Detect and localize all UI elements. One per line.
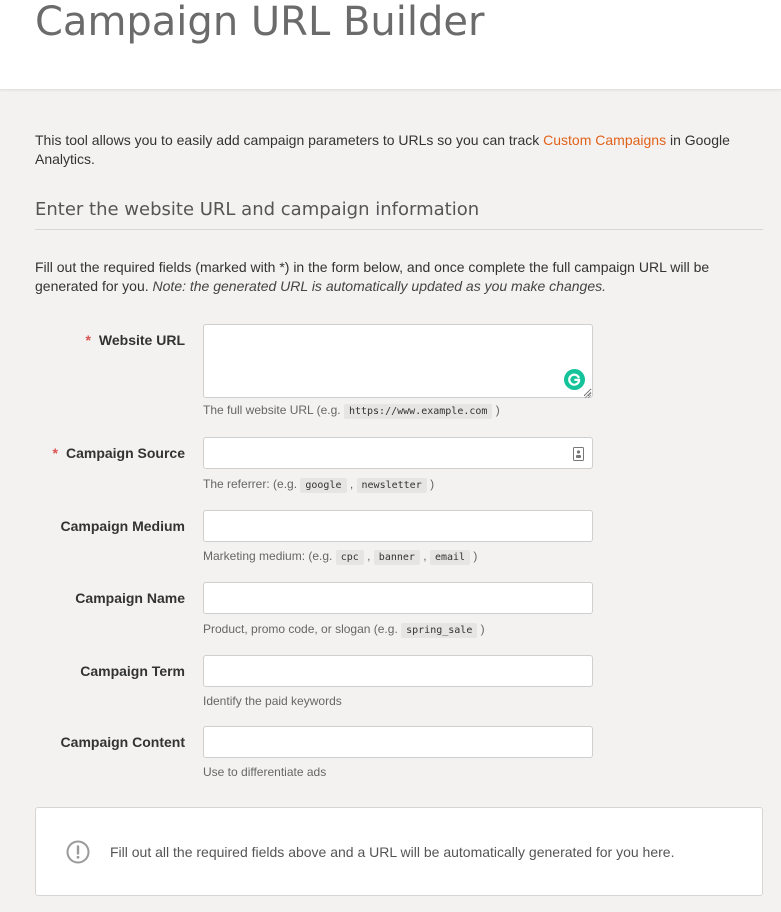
page-header — [0, 0, 781, 90]
campaign-source-input[interactable] — [203, 437, 593, 469]
generated-url-box — [35, 807, 763, 896]
campaign-content-input[interactable] — [203, 726, 593, 758]
instructions-note: Note: the generated URL is automatically updated as you make changes. — [152, 278, 606, 294]
help-text: Product, promo code, or slogan (e.g. — [203, 622, 402, 636]
help-example-code: spring_sale — [401, 623, 477, 638]
campaign-source-help — [203, 477, 434, 491]
campaign-name-label-text: Campaign Name — [75, 590, 185, 606]
campaign-term-label-text: Campaign Term — [80, 663, 185, 679]
help-text: , — [346, 477, 357, 491]
help-text: ) — [470, 549, 478, 563]
intro-paragraph — [35, 131, 765, 169]
campaign-source-label — [53, 445, 185, 461]
website-url-input[interactable] — [203, 324, 593, 398]
website-url-help — [203, 403, 500, 417]
custom-campaigns-link[interactable]: Custom Campaigns — [543, 132, 667, 148]
help-text: The referrer: (e.g. — [203, 477, 301, 491]
campaign-name-help — [203, 622, 485, 636]
campaign-medium-input[interactable] — [203, 510, 593, 542]
help-text: The full website URL (e.g. — [203, 403, 344, 417]
help-text: ) — [426, 477, 435, 491]
required-asterisk: * — [85, 332, 91, 348]
campaign-name-label — [75, 590, 185, 606]
grammarly-icon[interactable] — [564, 369, 585, 390]
campaign-medium-label — [61, 518, 185, 534]
section-heading: Enter the website URL and campaign information — [35, 199, 480, 220]
intro-text-after: in Google Analytics. — [35, 132, 730, 167]
help-example-code: https://www.example.com — [344, 404, 492, 419]
website-url-label-text: Website URL — [98, 332, 185, 348]
required-asterisk: * — [52, 445, 58, 461]
campaign-term-input[interactable] — [203, 655, 593, 687]
help-text: , — [363, 549, 374, 563]
help-example-code: email — [430, 550, 470, 565]
autofill-contact-icon[interactable] — [573, 447, 584, 461]
campaign-medium-help — [203, 549, 477, 563]
campaign-name-input[interactable] — [203, 582, 593, 614]
help-text: Marketing medium: (e.g. — [203, 549, 336, 563]
campaign-term-label — [80, 663, 185, 679]
instructions-text: Fill out the required fields (marked with *) in the form below, and once complete the full campaign URL will be generated for you. — [35, 259, 710, 294]
resize-grip-icon[interactable] — [584, 386, 592, 394]
help-example-code: newsletter — [357, 478, 427, 493]
page-title: Campaign URL Builder — [35, 0, 485, 45]
alert-circle-icon — [66, 840, 90, 864]
help-text: , — [419, 549, 430, 563]
campaign-content-help: Use to differentiate ads — [203, 765, 327, 779]
instructions-paragraph — [35, 258, 765, 296]
campaign-content-label — [61, 734, 185, 750]
help-text: ) — [477, 622, 485, 636]
help-text: ) — [492, 403, 500, 417]
intro-text-before: This tool allows you to easily add campaign parameters to URLs so you can track — [35, 132, 544, 148]
help-example-code: cpc — [336, 550, 364, 565]
campaign-medium-label-text: Campaign Medium — [60, 518, 185, 534]
campaign-term-help: Identify the paid keywords — [203, 694, 342, 708]
website-url-label — [85, 332, 185, 348]
section-divider — [35, 229, 763, 230]
campaign-source-label-text: Campaign Source — [65, 445, 185, 461]
result-message: Fill out all the required fields above and a URL will be automatically generated for you here. — [110, 844, 675, 860]
help-example-code: banner — [374, 550, 420, 565]
help-example-code: google — [300, 478, 346, 493]
campaign-content-label-text: Campaign Content — [60, 734, 185, 750]
